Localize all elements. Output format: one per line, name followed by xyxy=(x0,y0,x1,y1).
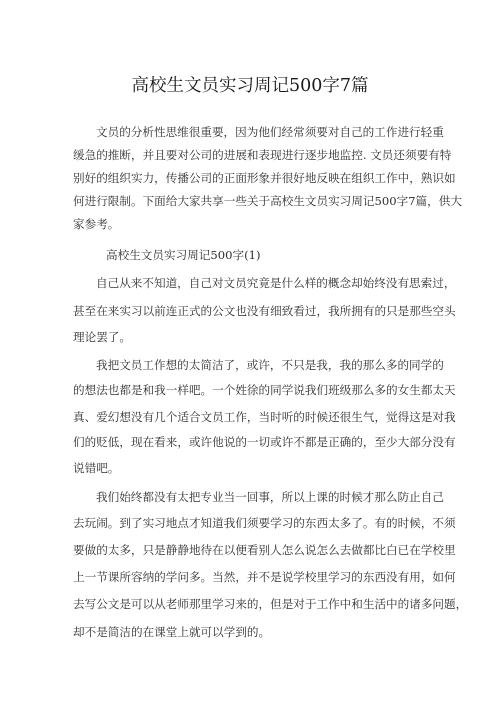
paragraph-line: 我们始终都没有太把专业当一回事，所以上课的时候才那么防止自己 xyxy=(96,490,444,504)
paragraph-line: 说错吧。 xyxy=(73,461,120,475)
paragraph-line: 的想法也都是和我一样吧。一个姓徐的同学说我们班级那么多的女生都太天 xyxy=(73,383,456,397)
paragraph-line: 真、爱幻想没有几个适合文员工作，当时听的时候还很生气，觉得这是对我 xyxy=(73,410,456,424)
section-heading: 高校生文员实习周记500字(1) xyxy=(106,248,261,262)
document-title: 高校生文员实习周记500字7篇 xyxy=(131,76,369,96)
paragraph-line: 去写公文是可以从老师那里学习来的，但是对于工作中和生活中的诸多问题， xyxy=(73,597,468,611)
intro-line: 缓急的推断，并且要对公司的进展和表现进行逐步地监控. 文员还须要有特 xyxy=(73,148,452,162)
paragraph-line: 们的贬低，现在看来，或许他说的一切或许不都是正确的，至少大部分没有 xyxy=(73,435,456,449)
intro-line: 别好的组织实力，传播公司的正面形象并很好地反映在组织工作中，熟识如 xyxy=(73,171,456,185)
paragraph-line: 却不是简洁的在课堂上就可以学到的。 xyxy=(73,625,271,639)
paragraph-line: 理论罢了。 xyxy=(73,330,131,344)
intro-line: 文员的分析性思维很重要，因为他们经常须要对自己的工作进行轻重 xyxy=(96,125,444,139)
paragraph-line: 要做的太多，只是静静地待在以便看别人怎么说怎么去做都比白已在学校里 xyxy=(73,543,456,557)
paragraph-line: 自己从来不知道，自己对文员究竟是什么样的概念却始终没有思索过， xyxy=(96,276,456,290)
paragraph-line: 去玩闹。到了实习地点才知道我们须要学习的东西太多了。有的时候，不须 xyxy=(73,516,456,530)
intro-line: 家参考。 xyxy=(73,217,120,231)
paragraph-line: 甚至在来实习以前连正式的公文也没有细致看过，我所拥有的只是那些空头 xyxy=(73,304,456,318)
paragraph-line: 上一节课所容纳的学问多。当然，并不是说学校里学习的东西没有用，如何 xyxy=(73,570,456,584)
paragraph-line: 我把文员工作想的太简洁了，或许，不只是我，我的那么多的同学的 xyxy=(96,358,444,372)
intro-line: 何进行限制。下面给大家共享一些关于高校生文员实习周记500字7篇，供大 xyxy=(73,194,462,208)
